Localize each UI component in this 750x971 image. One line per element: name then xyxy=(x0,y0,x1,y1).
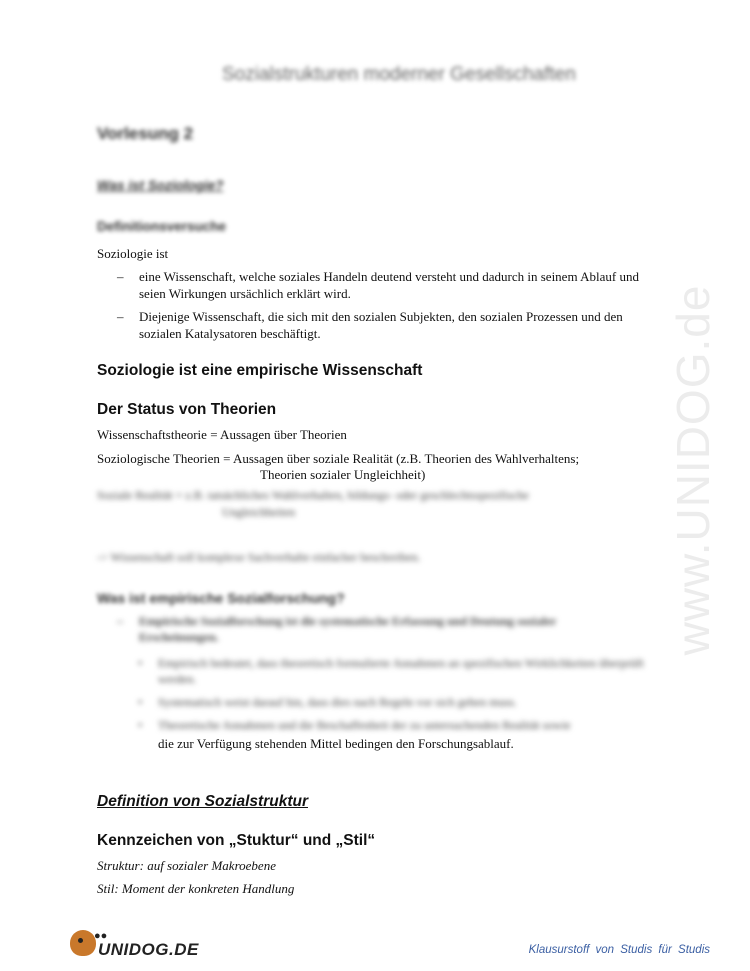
theory-line-1: Wissenschaftstheorie = Aussagen über Theorien xyxy=(97,427,347,442)
watermark-text: www.UNIDOG.de xyxy=(667,284,719,656)
blurred-social-reality-line: Soziale Realität = z.B. tatsächliches Wahlverhalten, bildungs- oder geschlechtsspezifische xyxy=(97,488,529,502)
list-item xyxy=(132,655,652,687)
blurred-science-line: -> Wissenschaft soll komplexe Sachverhalte einfacher beschreiben. xyxy=(97,550,421,564)
list-item-text: eine Wissenschaft, welche soziales Handeln deutend versteht und dadurch in seinem Ablauf und seien Wirkungen ursächlich erklärt wird. xyxy=(139,269,639,301)
structure-line: Struktur: auf sozialer Makroebene xyxy=(97,858,276,873)
paw-icon: ●● xyxy=(94,930,108,942)
heading-empirical-research: Was ist empirische Sozialforschung? xyxy=(97,590,345,606)
list-item-text: Empirisch bedeutet, dass theoretisch formulierte Annahmen an spezifischen Wirklichkeiten überprüft werden. xyxy=(158,656,644,686)
theory-line-2a: Soziologische Theorien = Aussagen über soziale Realität (z.B. Theorien des Wahlverhaltens; xyxy=(97,451,580,466)
research-definition-line-b: Erscheinungen. xyxy=(139,630,219,644)
research-definition-line-a: Empirische Sozialforschung ist die systematische Erfassung und Deutung sozialer xyxy=(139,614,557,628)
bullet-icon: • xyxy=(138,695,143,709)
bullet-icon: • xyxy=(138,718,143,732)
dog-icon xyxy=(70,930,96,956)
definition-list xyxy=(97,268,657,348)
heading-structure-and-style: Kennzeichen von „Stuktur“ und „Stil“ xyxy=(97,832,376,849)
document-title: Sozialstrukturen moderner Gesellschaften xyxy=(222,64,576,85)
list-item-text: Diejenige Wissenschaft, die sich mit den sozialen Subjekten, den sozialen Prozessen und den sozialen Katalysatoren beschäftigt. xyxy=(139,309,623,341)
list-item xyxy=(132,694,652,710)
dash-icon: – xyxy=(117,309,124,324)
heading-status-of-theories: Der Status von Theorien xyxy=(97,401,277,418)
list-item-text: Theoretische Annahmen und die Beschaffenheit der zu untersuchenden Realität sowie xyxy=(158,718,571,732)
bullet-icon: • xyxy=(138,656,143,670)
section-heading-what-is-sociology: Was ist Soziologie? xyxy=(97,178,224,193)
dash-icon: – xyxy=(117,614,123,628)
lecture-heading: Vorlesung 2 xyxy=(97,124,194,143)
logo-text: UNIDOG.DE xyxy=(98,940,199,959)
unidog-logo xyxy=(64,926,199,964)
dash-icon: – xyxy=(117,269,124,284)
subheading-definitions: Definitionsversuche xyxy=(97,219,227,234)
list-item xyxy=(97,308,657,342)
heading-definition-social-structure: Definition von Sozialstruktur xyxy=(97,793,308,810)
list-item xyxy=(97,268,657,302)
list-item-text: Systematisch weist darauf hin, dass dies nach Regeln vor sich gehen muss. xyxy=(158,695,517,709)
blurred-social-reality-line-2: Ungleichheiten xyxy=(222,505,296,519)
intro-text: Soziologie ist xyxy=(97,246,169,261)
footer-slogan: Klausurstoff von Studis für Studis xyxy=(528,944,710,956)
list-item xyxy=(132,717,652,733)
research-last-line: die zur Verfügung stehenden Mittel bedingen den Forschungsablauf. xyxy=(158,736,514,751)
heading-empirical-science: Soziologie ist eine empirische Wissenschaft xyxy=(97,362,423,379)
theory-line-2b: Theorien sozialer Ungleichheit) xyxy=(260,467,426,482)
style-line: Stil: Moment der konkreten Handlung xyxy=(97,881,295,896)
research-sub-list xyxy=(132,655,652,740)
